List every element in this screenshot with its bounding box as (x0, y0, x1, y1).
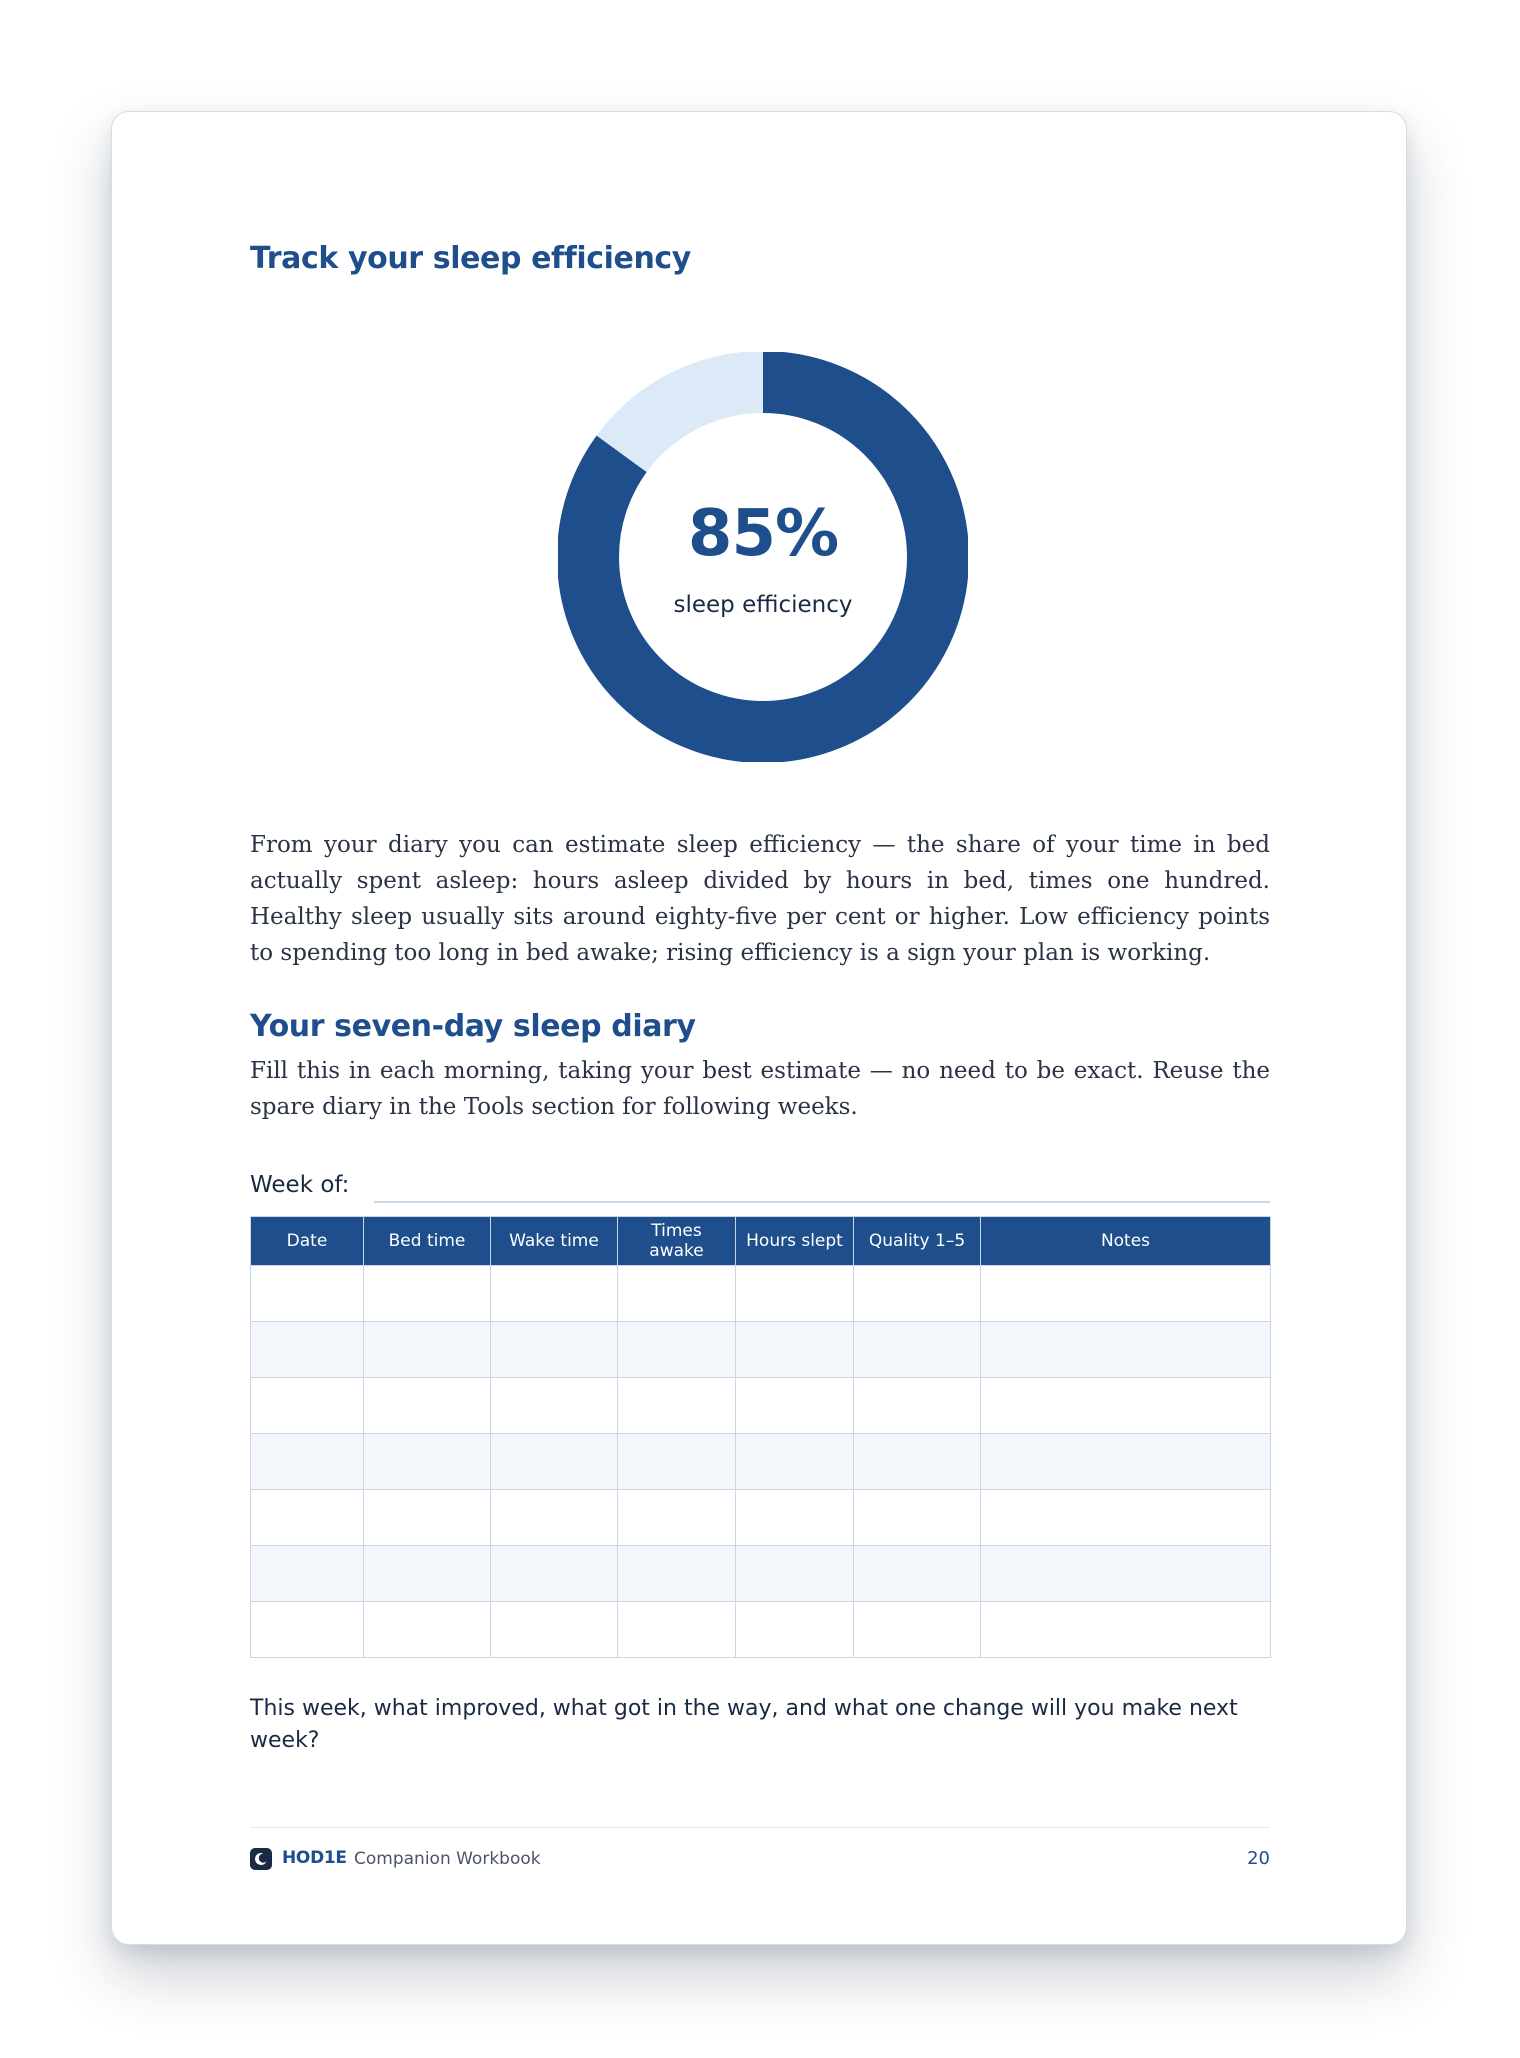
table-cell[interactable] (251, 1322, 364, 1378)
table-cell[interactable] (618, 1434, 736, 1490)
table-header-row (251, 1217, 1271, 1266)
week-of-label: Week of: (250, 1172, 350, 1198)
table-cell[interactable] (364, 1434, 491, 1490)
table-cell[interactable] (364, 1378, 491, 1434)
table-cell[interactable] (618, 1378, 736, 1434)
table-cell[interactable] (618, 1322, 736, 1378)
table-cell[interactable] (981, 1602, 1271, 1658)
table-cell[interactable] (491, 1602, 618, 1658)
table-cell[interactable] (364, 1490, 491, 1546)
table-cell[interactable] (491, 1546, 618, 1602)
table-cell[interactable] (854, 1602, 981, 1658)
table-row (251, 1602, 1271, 1658)
table-cell[interactable] (854, 1322, 981, 1378)
table-cell[interactable] (736, 1602, 854, 1658)
table-cell[interactable] (981, 1546, 1271, 1602)
table-cell[interactable] (736, 1546, 854, 1602)
table-cell[interactable] (364, 1546, 491, 1602)
table-cell[interactable] (736, 1266, 854, 1322)
table-cell[interactable] (736, 1490, 854, 1546)
column-header: Wake time (491, 1217, 618, 1266)
table-cell[interactable] (491, 1490, 618, 1546)
diary-instructions: Fill this in each morning, taking your best estimate — no need to be exact. Reuse the spare diary in the Tools section for following weeks. (250, 1058, 1270, 1120)
table-body (251, 1266, 1271, 1658)
sleep-diary-table (250, 1216, 1271, 1658)
table-cell[interactable] (854, 1546, 981, 1602)
table-row (251, 1434, 1271, 1490)
table-cell[interactable] (251, 1546, 364, 1602)
table-cell[interactable] (981, 1322, 1271, 1378)
column-header: Times awake (618, 1217, 736, 1266)
page-footer (250, 1827, 1270, 1868)
table-cell[interactable] (251, 1602, 364, 1658)
table-cell[interactable] (854, 1434, 981, 1490)
table-row (251, 1490, 1271, 1546)
table-cell[interactable] (736, 1434, 854, 1490)
table-cell[interactable] (981, 1490, 1271, 1546)
column-header: Notes (981, 1217, 1271, 1266)
table-cell[interactable] (251, 1434, 364, 1490)
table-cell[interactable] (251, 1490, 364, 1546)
table-cell[interactable] (364, 1266, 491, 1322)
moon-icon (250, 1848, 272, 1870)
column-header: Date (251, 1217, 364, 1266)
table-cell[interactable] (618, 1266, 736, 1322)
table-row (251, 1546, 1271, 1602)
column-header: Hours slept (736, 1217, 854, 1266)
table-cell[interactable] (854, 1378, 981, 1434)
table-cell[interactable] (491, 1266, 618, 1322)
table-cell[interactable] (251, 1378, 364, 1434)
table-row (251, 1378, 1271, 1434)
column-header: Quality 1–5 (854, 1217, 981, 1266)
table-cell[interactable] (981, 1434, 1271, 1490)
reflection-prompt: This week, what improved, what got in the way, and what one change will you make next week? (250, 1696, 1238, 1753)
table-cell[interactable] (618, 1602, 736, 1658)
table-cell[interactable] (364, 1602, 491, 1658)
table-row (251, 1266, 1271, 1322)
brand-name: HOD1E (282, 1848, 347, 1868)
sleep-efficiency-chart (250, 352, 1270, 772)
table-cell[interactable] (491, 1322, 618, 1378)
table-cell[interactable] (491, 1378, 618, 1434)
table-cell[interactable] (736, 1322, 854, 1378)
diary-title: Your seven-day sleep diary (250, 1009, 696, 1044)
table-cell[interactable] (364, 1322, 491, 1378)
donut-center-label: sleep efficiency (673, 592, 853, 618)
intro-paragraph: From your diary you can estimate sleep efficiency — the share of your time in bed actually spent asleep: hours asleep divided by hours in bed, times one hundred. Healthy sleep usually sits around eighty-five per cent or higher. Low efficiency points to spending too long in bed awake; rising efficiency is a sign your plan is working. (250, 832, 1270, 966)
table-cell[interactable] (854, 1490, 981, 1546)
table-row (251, 1322, 1271, 1378)
table-cell[interactable] (491, 1434, 618, 1490)
table-cell[interactable] (981, 1266, 1271, 1322)
page-number: 20 (1247, 1848, 1270, 1869)
publication-name: Companion Workbook (354, 1849, 541, 1869)
table-cell[interactable] (854, 1266, 981, 1322)
table-cell[interactable] (981, 1378, 1271, 1434)
section-title: Track your sleep efficiency (250, 241, 691, 276)
week-of-row (250, 1172, 1270, 1206)
column-header: Bed time (364, 1217, 491, 1266)
week-of-field[interactable] (374, 1201, 1270, 1203)
donut-center-value: 85% (687, 497, 839, 571)
table-cell[interactable] (736, 1378, 854, 1434)
table-cell[interactable] (618, 1546, 736, 1602)
workbook-page (111, 111, 1407, 1945)
table-cell[interactable] (618, 1490, 736, 1546)
table-cell[interactable] (251, 1266, 364, 1322)
